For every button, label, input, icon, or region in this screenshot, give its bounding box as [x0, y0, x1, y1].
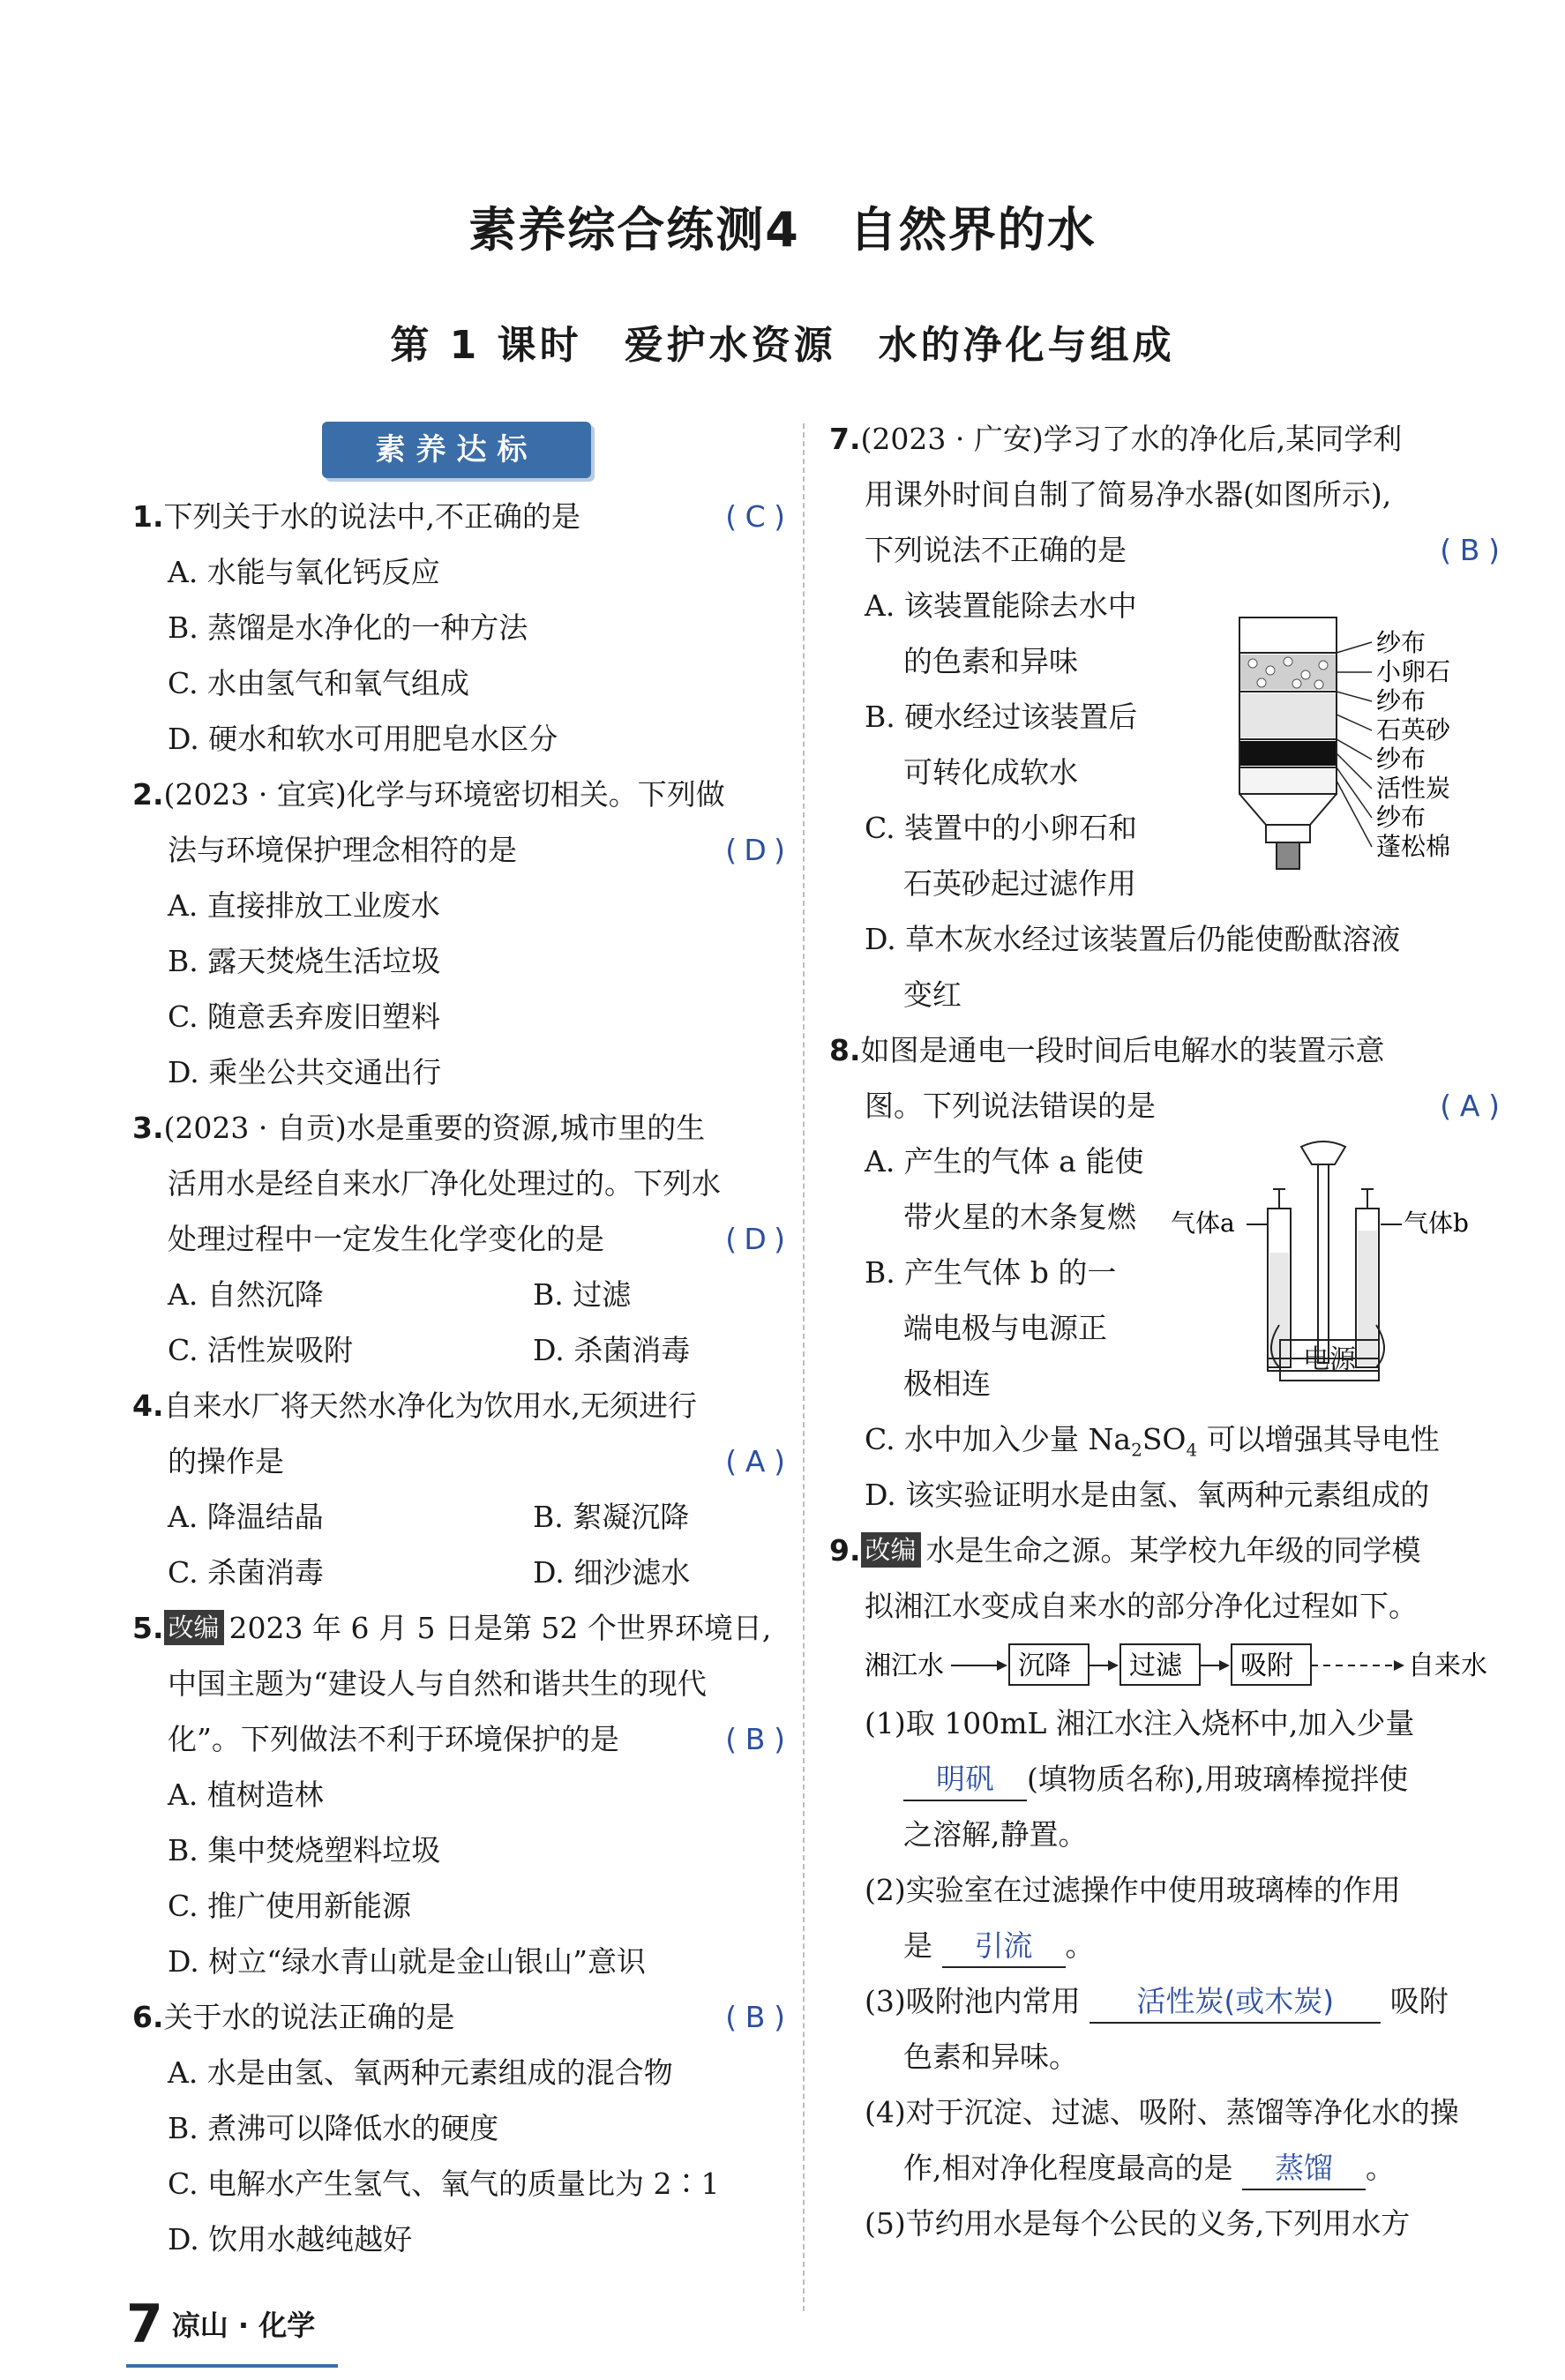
question-1: 1.下列关于水的说法中,不正确的是 ( C ) [132, 489, 785, 544]
answer-bracket: ( B ) [725, 2000, 785, 2034]
option: D. 饮用水越纯越好 [168, 2222, 413, 2257]
option: D. 硬水和软水可用肥皂水区分 [168, 722, 558, 756]
question-7: 7.(2023 · 广安)学习了水的净化后,某同学利 [829, 422, 1403, 456]
option: D. 该实验证明水是由氢、氧两种元素组成的 [865, 1478, 1430, 1512]
book-name: 凉山 · 化学 [171, 2309, 316, 2342]
option: C. 水中加入少量 $Na_2SO_4$ 可以增强其导电性 [865, 1422, 1440, 1461]
answer-bracket: ( C ) [725, 499, 785, 534]
answer-bracket: ( D ) [725, 1222, 785, 1256]
option: B. 过滤 [533, 1277, 632, 1312]
option: A. 自然沉降 [168, 1277, 324, 1312]
answer-blank: 蒸馏 [1242, 2148, 1366, 2190]
label-gauze: 纱布 [1376, 803, 1426, 832]
question-3: 3.(2023 · 自贡)水是重要的资源,城市里的生 [132, 1111, 706, 1145]
option: A. 该装置能除去水中 [865, 588, 1137, 623]
flow-diagram [829, 1634, 1500, 1695]
option: B. 露天焚烧生活垃圾 [168, 944, 441, 978]
answer-bracket: ( B ) [725, 1722, 785, 1756]
flow-arrowhead [1394, 1660, 1404, 1671]
footer-underline [126, 2364, 338, 2368]
page-footer [126, 2294, 315, 2355]
option: C. 推广使用新能源 [168, 1889, 412, 1923]
lesson-subtitle: 第 1 课时 爱护水资源 水的净化与组成 [390, 323, 1175, 368]
answer-blank: 活性炭(或木炭) [1090, 1981, 1381, 2024]
option: B. 集中焚烧塑料垃圾 [168, 1833, 441, 1867]
column-divider [803, 423, 805, 2311]
funnel [1301, 1141, 1345, 1164]
option: A. 植树造林 [168, 1778, 324, 1812]
question-9: 9. 改编 水是生命之源。某学校九年级的同学模 [829, 1533, 1421, 1568]
question-4: 4.自来水厂将天然水净化为饮用水,无须进行 [132, 1388, 697, 1423]
section-badge: 素养达标 [322, 422, 591, 478]
water-filter-diagram [1231, 600, 1495, 900]
option: D. 乘坐公共交通出行 [168, 1055, 442, 1089]
option: C. 装置中的小卵石和 [865, 811, 1138, 845]
question-8: 8.如图是通电一段时间后电解水的装置示意 [829, 1033, 1385, 1067]
question-5: 5. 改编 2023 年 6 月 5 日是第 52 个世界环境日, [132, 1611, 772, 1645]
flow-arrowhead [997, 1660, 1007, 1671]
page-number: 7 [126, 2294, 163, 2355]
question-6: 6.关于水的说法正确的是 ( B ) [132, 1989, 785, 2045]
option: A. 水是由氢、氧两种元素组成的混合物 [168, 2055, 673, 2090]
option: D. 杀菌消毒 [533, 1333, 691, 1367]
flow-step-adsorb: 吸附 [1240, 1650, 1293, 1681]
option: D. 草木灰水经过该装置后仍能使酚酞溶液 [865, 922, 1401, 956]
flow-diagram-svg [865, 1634, 1500, 1695]
label-cotton: 蓬松棉 [1376, 832, 1451, 861]
flow-end: 自来水 [1408, 1650, 1487, 1681]
option: D. 树立“绿水青山就是金山银山”意识 [168, 1944, 647, 1979]
question-2: 2.(2023 · 宜宾)化学与环境密切相关。下列做 [132, 777, 725, 812]
option: A. 产生的气体 a 能使 [865, 1144, 1144, 1179]
power-supply: 电源 [1279, 1339, 1380, 1381]
adapted-tag: 改编 [164, 1610, 224, 1645]
option: D. 细沙滤水 [533, 1555, 691, 1590]
flow-step-settle: 沉降 [1018, 1650, 1071, 1681]
bottle-neck [1266, 825, 1310, 842]
answer-bracket: ( A ) [725, 1444, 785, 1478]
right-column: 7.(2023 · 广安)学习了水的净化后,某同学利 用课外时间自制了简易净水器(如图所示), 下列说法不正确的是 ( B ) A. 该装置能除去水中 的色素和异味 B. 硬水经过该装置后 可转化成软水 C. 装置中的小卵石和 石英砂起过滤作用 D. 草木灰水经过该装置后仍能使酚酞溶液 变红 8.如图是通电一段时间后电解水的装置示意 图。下列说法错误的是 ( A ) A. 产生的气体 a 能使 带火星的木条复燃 B. 产生气体 b 的一 端电极与电源正 极相连 C. 水中加入少量 $Na_2SO_4$ 可以增强其导电性 D. 该实验证明水是由氢、氧两种元素组成的 9. 改编 水是生命之源。某学校九年级的同学模 拟湘江水变成自来水的部分净化过程如下。 湘江水 沉降 过滤 吸附 自来水 (1)取 100mL 湘江水注入烧杯中,加入少量 明矾 (填物质名称),用玻璃棒搅拌使 之溶解,静置。 (2)实验室在过滤操作中使用玻璃棒的作用 是 引流 。 (3)吸附池内常用 活性炭(或木炭) 吸附 色素和异味。 (4)对于沉淀、过滤、吸附、蒸馏等净化水的操 作,相对净化程度最高的是 蒸馏 。 (5)节约用水是每个公民的义务,下列用水方 [829, 411, 1500, 2251]
option: A. 直接排放工业废水 [168, 888, 440, 923]
answer-blank: 引流 [942, 1926, 1066, 1968]
answer-bracket: ( A ) [1440, 1089, 1500, 1123]
label-gas-a: 气体a [1171, 1209, 1235, 1238]
option: B. 絮凝沉降 [533, 1500, 690, 1534]
label-gas-b: 气体b [1404, 1209, 1469, 1238]
label-pebbles: 小卵石 [1376, 657, 1451, 686]
option: C. 活性炭吸附 [168, 1333, 354, 1367]
quartz-sand-layer [1240, 693, 1336, 737]
outlet-tube [1277, 842, 1299, 869]
label-gauze: 纱布 [1376, 628, 1426, 657]
option: B. 蒸馏是水净化的一种方法 [168, 610, 528, 645]
label-gauze: 纱布 [1376, 745, 1426, 774]
answer-bracket: ( D ) [725, 833, 785, 867]
page-title: 素养综合练测4 自然界的水 [468, 202, 1097, 258]
option: B. 硬水经过该装置后 [865, 700, 1138, 734]
flow-start: 湘江水 [865, 1650, 944, 1681]
option: C. 杀菌消毒 [168, 1555, 325, 1590]
answer-blank: 明矾 [903, 1759, 1027, 1801]
option: B. 煮沸可以降低水的硬度 [168, 2111, 499, 2145]
cotton-layer [1240, 769, 1336, 793]
flow-arrowhead [1108, 1660, 1119, 1671]
option: C. 电解水产生氢气、氧气的质量比为 2∶1 [168, 2167, 720, 2201]
option: B. 产生气体 b 的一 [865, 1255, 1117, 1290]
power-wires [1262, 1323, 1394, 1394]
label-activated-carbon: 活性炭 [1376, 774, 1451, 803]
option: A. 水能与氧化钙反应 [168, 555, 440, 589]
adapted-tag: 改编 [861, 1532, 921, 1568]
option: A. 降温结晶 [168, 1500, 324, 1534]
activated-carbon-layer [1240, 741, 1336, 766]
left-column: 1.下列关于水的说法中,不正确的是 ( C ) A. 水能与氧化钙反应 B. 蒸馏是水净化的一种方法 C. 水由氢气和氧气组成 D. 硬水和软水可用肥皂水区分 2.(2023 · 宜宾)化学与环境密切相关。下列做 法与环境保护理念相符的是 ( D ) A. 直接排放工业废水 B. 露天焚烧生活垃圾 C. 随意丢弃废旧塑料 D. 乘坐公共交通出行 3.(2023 · 自贡)水是重要的资源,城市里的生 活用水是经自来水厂净化处理过的。下列水 处理过程中一定发生化学变化的是 ( D ) A. 自然沉降 B. 过滤 C. 活性炭吸附 D. 杀菌消毒 4.自来水厂将天然水净化为饮用水,无须进行 的操作是 ( A ) A. 降温结晶 B. 絮凝沉降 C. 杀菌消毒 D. 细沙滤水 5. 改编 2023 年 6 月 5 日是第 52 个世界环境日, 中国主题为“建设人与自然和谐共生的现代 化”。下列做法不利于环境保护的是 ( B ) A. 植树造林 B. 集中焚烧塑料垃圾 C. 推广使用新能源 D. 树立“绿水青山就是金山银山”意识 6.关于水的说法正确的是 ( B ) A. 水是由氢、氧两种元素组成的混合物 B. 煮沸可以降低水的硬度 C. 电解水产生氢气、氧气的质量比为 2∶1 D. 饮用水越纯越好 [132, 489, 785, 2267]
option: C. 水由氢气和氧气组成 [168, 666, 470, 700]
answer-bracket: ( B ) [1440, 533, 1500, 567]
label-gauze: 纱布 [1376, 686, 1426, 715]
option: C. 随意丢弃废旧塑料 [168, 999, 441, 1034]
label-quartz-sand: 石英砂 [1376, 715, 1451, 745]
flow-arrowhead [1219, 1660, 1230, 1671]
flow-step-filter: 过滤 [1129, 1650, 1182, 1681]
